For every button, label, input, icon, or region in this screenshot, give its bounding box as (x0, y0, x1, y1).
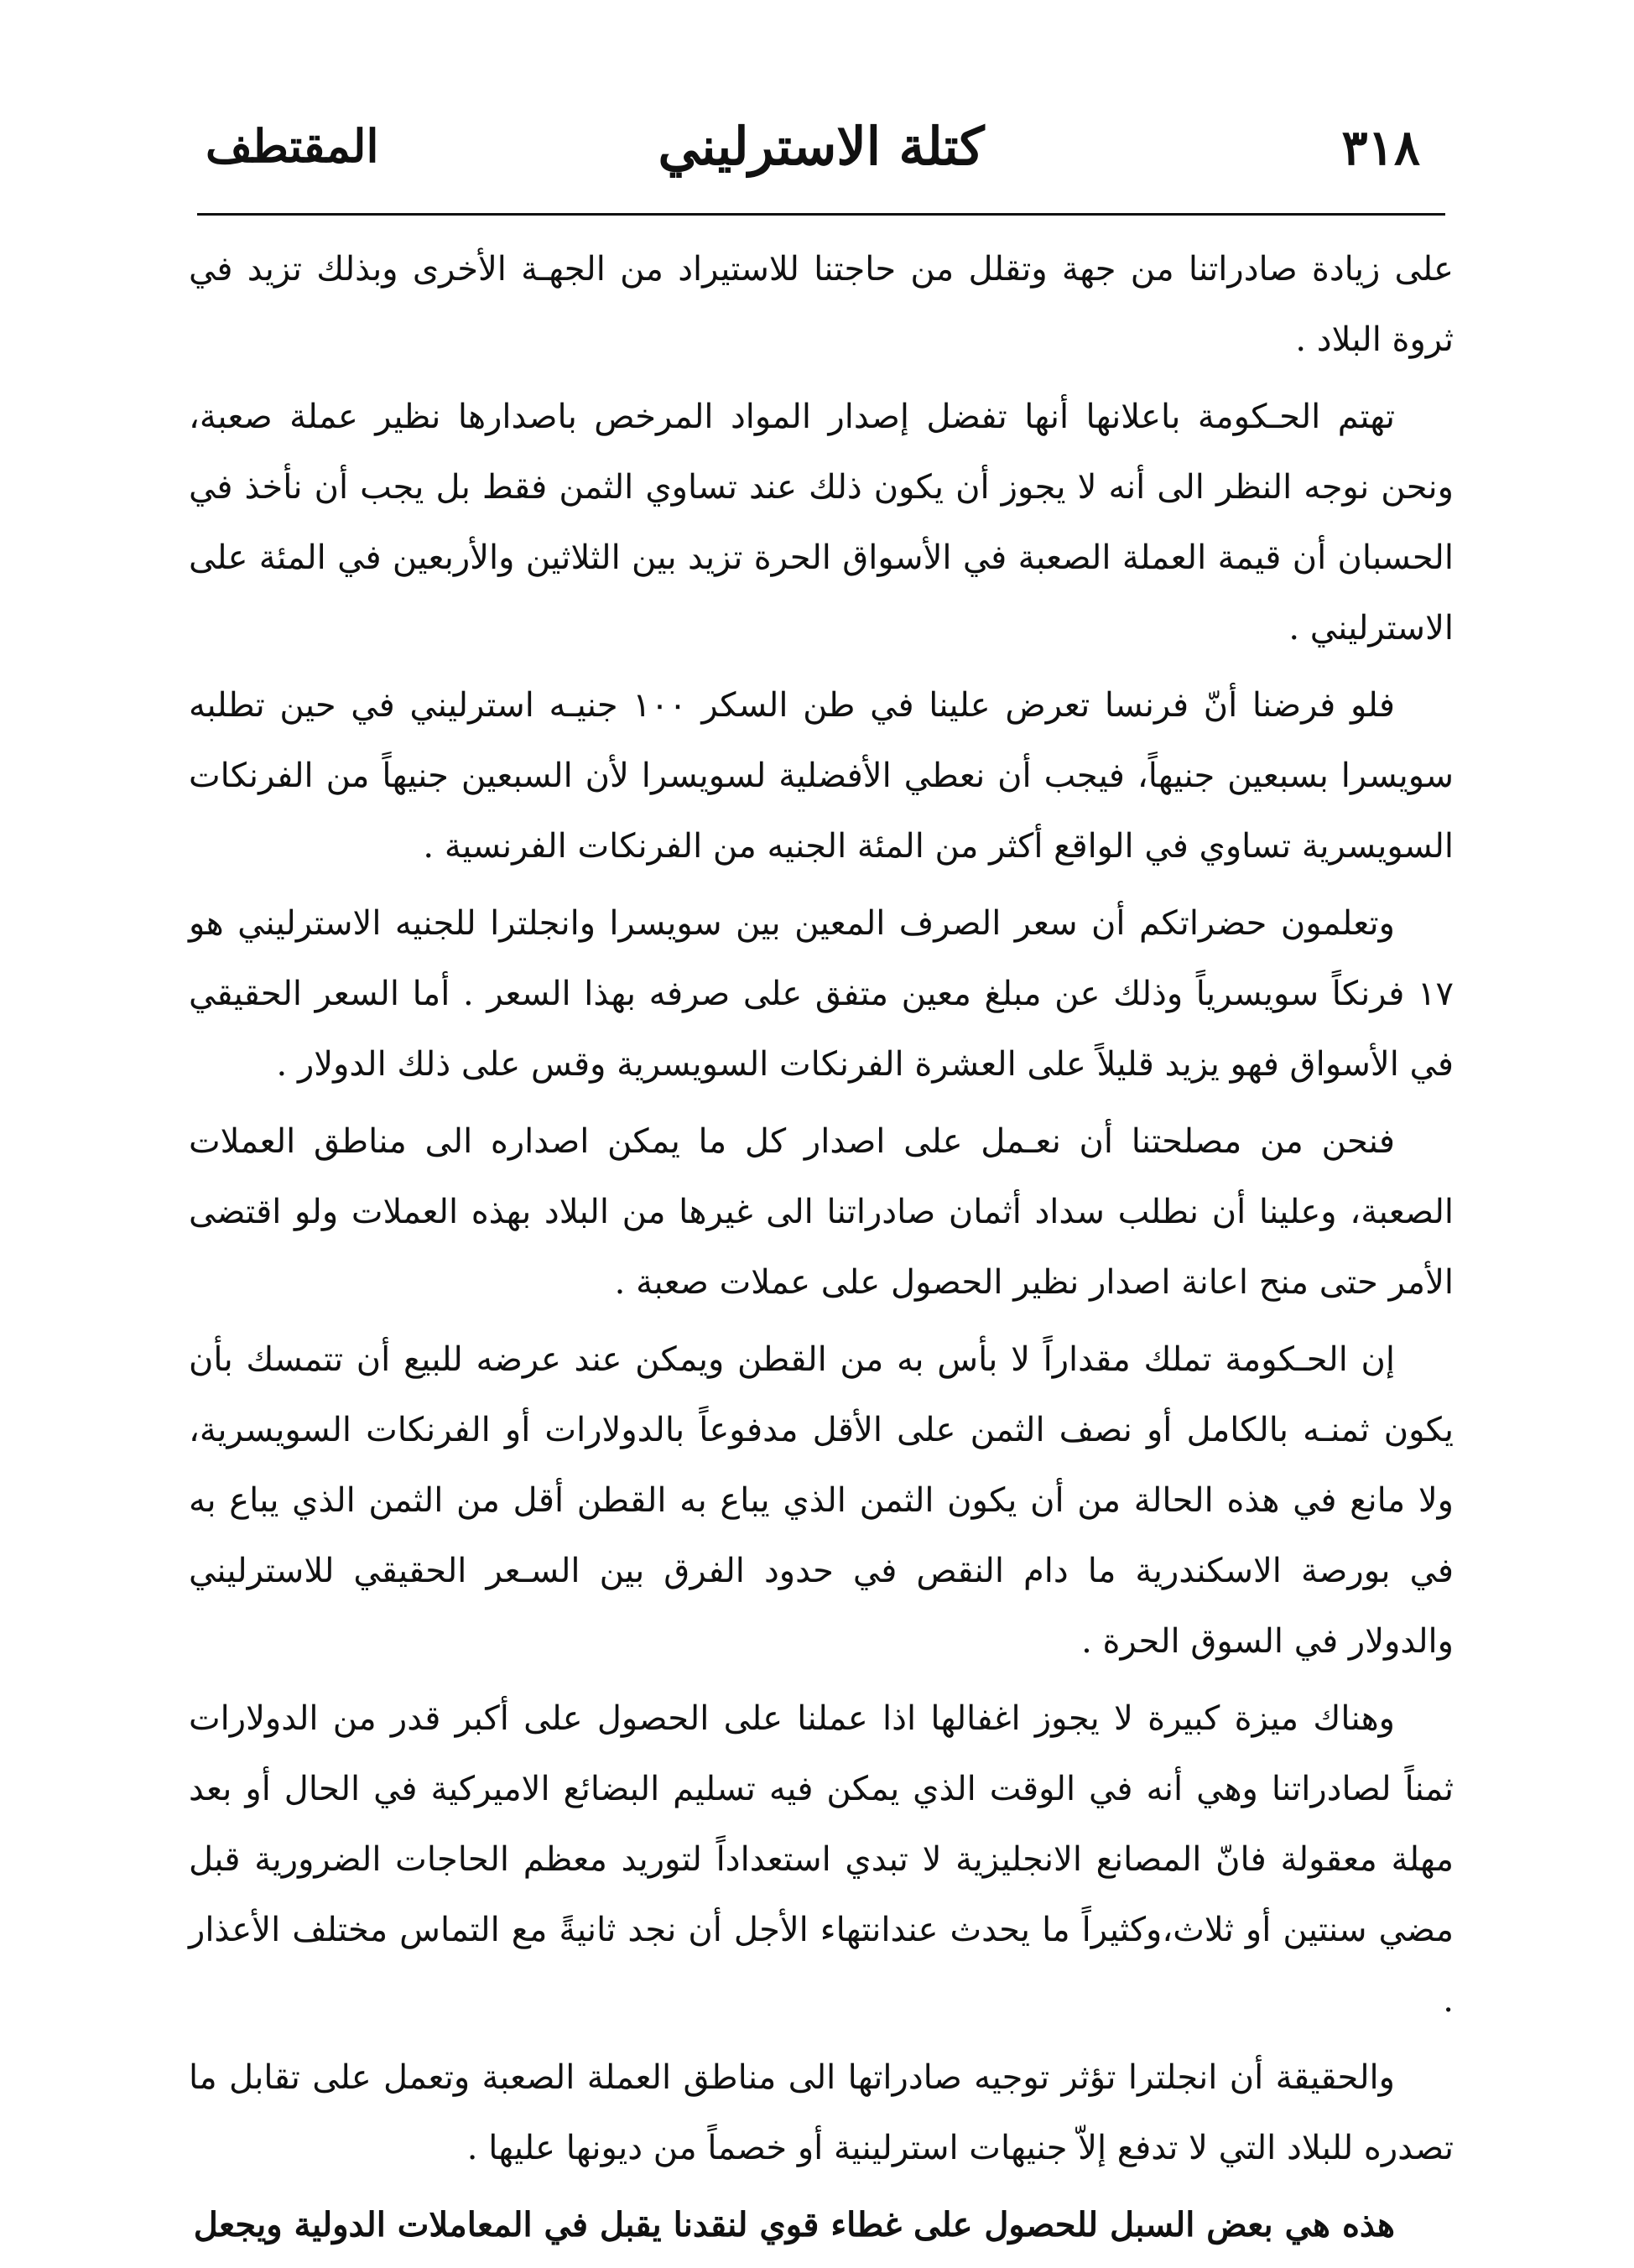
paragraph: إن الحـكومة تملك مقداراً لا بأس به من القطن ويمكن عند عرضه للبيع أن تتمسك بأن يكون ثمنـه بالكامل أو نصف الثمن على الأقل مدفوعاً بالدولارات أو الفرنكات السويسرية، ولا مانع في هذه الحالة من أن يكون الثمن الذي يباع به القطن أقل من الثمن الذي يباع به في بورصة الاسكندرية ما دام النقص في حدود الفرق بين السـعر الحقيقي للاسترليني والدولار في السوق الحرة . (189, 1340, 1454, 1661)
paragraph: تهتم الحـكومة باعلانها أنها تفضل إصدار المواد المرخص باصدارها نظير عملة صعبة، ونحن نوجه النظر الى أنه لا يجوز أن يكون ذلك عند تساوي الثمن فقط بل يجب أن نأخذ في الحسبان أن قيمة العملة الصعبة في الأسواق الحرة تزيد بين الثلاثين والأربعين في المئة على الاسترليني . (189, 398, 1454, 648)
paragraph: هذه هي بعض السبل للحصول على غطاء قوي لنقدنا يقبل في المعاملات الدولية ويجعل (193, 2205, 1395, 2245)
paragraph: والحقيقة أن انجلترا تؤثر توجيه صادراتها الى مناطق العملة الصعبة وتعمل على تقابل ما تصدره للبلاد التي لا تدفع إلاّ جنيهات استرلينية أو خصماً من ديونها عليها . (189, 2058, 1454, 2167)
page-number: ٣١٨ (1341, 119, 1420, 176)
paragraph: فلو فرضنا أنّ فرنسا تعرض علينا في طن السكر ١٠٠ جنيـه استرليني في حين تطلبه سويسرا بسبعين جنيهاً، فيجب أن نعطي الأفضلية لسويسرا لأن السبعين جنيهاً من الفرنكات السويسرية تساوي في الواقع أكثر من المئة الجنيه من الفرنكات الفرنسية . (189, 686, 1454, 866)
paragraph: وتعلمون حضراتكم أن سعر الصرف المعين بين سويسرا وانجلترا للجنيه الاسترليني هو ١٧ فرنكاً سويسرياً وذلك عن مبلغ معين متفق على صرفه بهذا السعر . أما السعر الحقيقي في الأسواق فهو يزيد قليلاً على العشرة الفرنكات السويسرية وقس على ذلك الدولار . (189, 904, 1454, 1084)
running-title: كتلة الاسترليني (658, 116, 985, 177)
paragraph: فنحن من مصلحتنا أن نعـمل على اصدار كل ما يمكن اصداره الى مناطق العملات الصعبة، وعلينا أن نطلب سداد أثمان صادراتنا الى غيرها من البلاد بهذه العملات ولو اقتضى الأمر حتى منح اعانة اصدار نظير الحصول على عملات صعبة . (189, 1122, 1454, 1302)
journal-name: المقتطف (206, 119, 379, 173)
page-header (189, 101, 1454, 201)
paragraph: على زيادة صادراتنا من جهة وتقلل من حاجتنا للاستيراد من الجهـة الأخرى وبذلك تزيد في ثروة البلاد . (189, 250, 1454, 359)
article-body (189, 234, 1454, 2260)
header-rule (197, 213, 1445, 216)
paragraph: وهناك ميزة كبيرة لا يجوز اغفالها اذا عملنا على الحصول على أكبر قدر من الدولارات ثمناً لصادراتنا وهي أنه في الوقت الذي يمكن فيه تسليم البضائع الاميركية في الحال أو بعد مهلة معقولة فانّ المصانع الانجليزية لا تبدي استعداداً لتوريد معظم الحاجات الضرورية قبل مضي سنتين أو ثلاث،وكثيراً ما يحدث عندانتهاء الأجل أن نجد ثانيةً مع التماس مختلف الأعذار . (189, 1699, 1454, 2020)
